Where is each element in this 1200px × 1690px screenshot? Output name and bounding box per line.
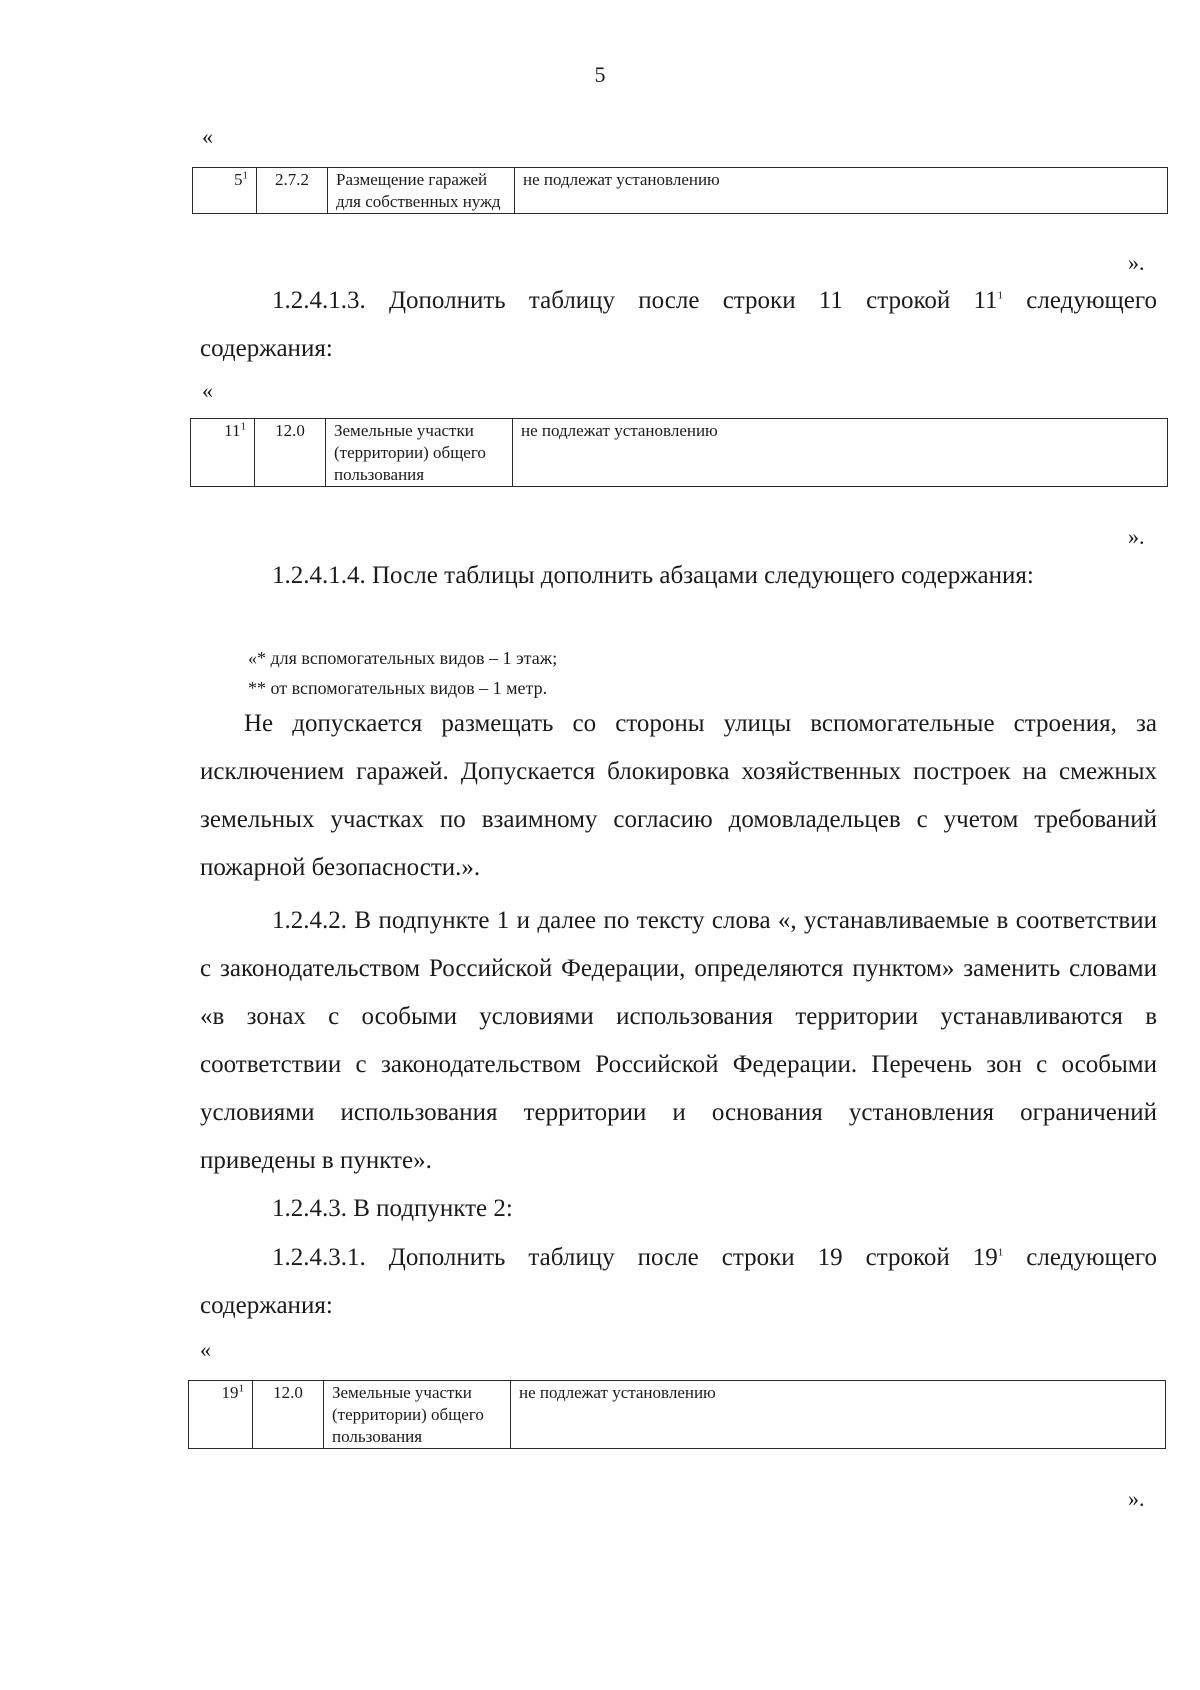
value-cell: не подлежат установлению <box>511 1381 1166 1449</box>
paragraph: 1.2.4.3.1. Дополнить таблицу после строки 19 строкой $19^1$ следующего содержания: <box>200 1244 1157 1319</box>
row-number-cell: $11^1$ <box>191 419 255 487</box>
table-row <box>189 1381 1166 1449</box>
opening-quote: « <box>202 378 213 403</box>
row-number-cell: $5^1$ <box>193 168 257 214</box>
value-cell: не подлежат установлению <box>513 419 1168 487</box>
row-number-cell: $19^1$ <box>189 1381 253 1449</box>
opening-quote: « <box>200 1337 211 1362</box>
name-cell: Земельные участки (территории) общего пользования <box>324 1381 511 1449</box>
insert-table <box>192 167 1168 214</box>
insert-table <box>190 418 1168 487</box>
closing-quote: ». <box>1128 1486 1145 1511</box>
page-number: 5 <box>594 62 606 87</box>
table-row <box>193 168 1168 214</box>
code-cell: 12.0 <box>255 419 326 487</box>
footnote-line: «* для вспомогательных видов – 1 этаж; <box>248 648 558 668</box>
paragraph: 1.2.4.3. В подпункте 2: <box>272 1195 513 1222</box>
name-cell: Размещение гаражей для собственных нужд <box>328 168 515 214</box>
code-cell: 2.7.2 <box>257 168 328 214</box>
paragraph: Не допускается размещать со стороны улицы вспомогательные строения, за исключением гаражей. Допускается блокировка хозяйственных построек на смежных земельных участках по взаимному согласию домовладельцев с учетом требований пожарной безопасности.». <box>200 710 1157 881</box>
opening-quote: « <box>202 124 213 149</box>
code-cell: 12.0 <box>253 1381 324 1449</box>
paragraph: 1.2.4.2. В подпункте 1 и далее по тексту слова «, устанавливаемые в соответствии с законодательством Российской Федерации, определяются пунктом» заменить словами «в зонах с особыми условиями использования территории устанавливаются в соответствии с законодательством Российской Федерации. Перечень зон с особыми условиями использования территории и основания установления ограничений приведены в пункте». <box>200 907 1157 1174</box>
paragraph: 1.2.4.1.3. Дополнить таблицу после строки 11 строкой $11^1$ следующего содержания: <box>200 287 1157 362</box>
paragraph: 1.2.4.1.4. После таблицы дополнить абзацами следующего содержания: <box>272 562 1034 589</box>
table-row <box>191 419 1168 487</box>
closing-quote: ». <box>1128 250 1145 275</box>
name-cell: Земельные участки (территории) общего пользования <box>326 419 513 487</box>
insert-table <box>188 1380 1166 1449</box>
closing-quote: ». <box>1128 524 1145 549</box>
value-cell: не подлежат установлению <box>515 168 1168 214</box>
footnote-line: ** от вспомогательных видов – 1 метр. <box>248 678 548 698</box>
